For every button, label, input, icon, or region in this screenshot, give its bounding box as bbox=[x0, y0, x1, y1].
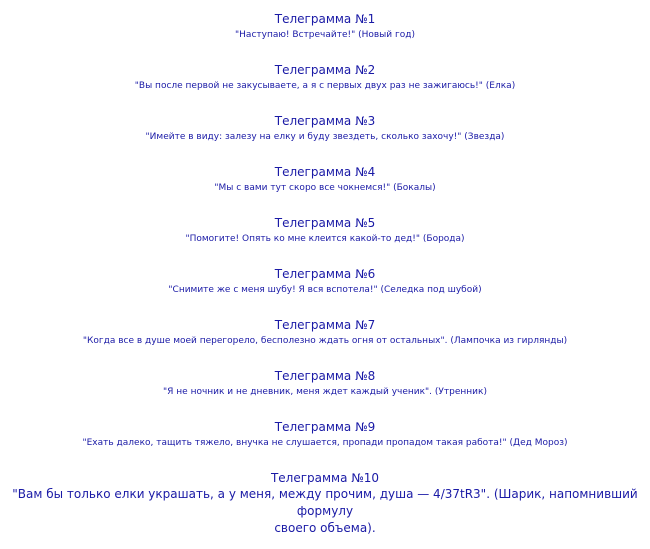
telegram-title: Телеграмма №8 bbox=[274, 369, 376, 383]
telegram-text: "Наступаю! Встречайте!" (Новый год) bbox=[235, 30, 415, 40]
telegram-title: Телеграмма №5 bbox=[274, 216, 376, 230]
telegram-entry-10 bbox=[0, 470, 650, 537]
telegram-entry-5 bbox=[0, 215, 650, 248]
telegram-title: Телеграмма №7 bbox=[274, 318, 376, 332]
telegram-title: Телеграмма №1 bbox=[274, 12, 376, 26]
telegram-entry-8 bbox=[0, 368, 650, 401]
telegram-entry-3 bbox=[0, 113, 650, 146]
telegram-title: Телеграмма №9 bbox=[274, 420, 376, 434]
telegram-entry-7 bbox=[0, 317, 650, 350]
telegram-text: "Имейте в виду: залезу на елку и буду звездеть, сколько захочу!" (Звезда) bbox=[145, 132, 505, 142]
telegram-text: "Снимите же с меня шубу! Я вся вспотела!" (Селедка под шубой) bbox=[168, 285, 482, 295]
telegram-text: "Помогите! Опять ко мне клеится какой-то дед!" (Борода) bbox=[185, 234, 465, 244]
telegram-title: Телеграмма №10 bbox=[270, 471, 380, 485]
telegram-entry-6 bbox=[0, 266, 650, 299]
telegram-text: "Когда все в душе моей перегорело, бесполезно ждать огня от остальных". (Лампочка из гирлянды) bbox=[82, 336, 568, 346]
telegram-title: Телеграмма №3 bbox=[274, 114, 376, 128]
telegram-title: Телеграмма №4 bbox=[274, 165, 376, 179]
telegram-entry-1 bbox=[0, 11, 650, 44]
telegram-text: "Ехать далеко, тащить тяжело, внучка не слушается, пропади пропадом такая работа!" (Дед Мороз) bbox=[82, 438, 568, 448]
telegram-title: Телеграмма №2 bbox=[274, 63, 376, 77]
telegram-entry-9 bbox=[0, 419, 650, 452]
telegram-title: Телеграмма №6 bbox=[274, 267, 376, 281]
telegram-entry-4 bbox=[0, 164, 650, 197]
telegram-text: "Вам бы только елки украшать, а у меня, между прочим, душа — 4/37tR3". (Шарик, напомнивший формулу своего объема). bbox=[12, 487, 638, 535]
telegram-text: "Мы с вами тут скоро все чокнемся!" (Бокалы) bbox=[214, 183, 436, 193]
telegram-entry-2 bbox=[0, 62, 650, 95]
telegram-text: "Вы после первой не закусываете, а я с первых двух раз не зажигаюсь!" (Елка) bbox=[134, 81, 516, 91]
telegram-text: "Я не ночник и не дневник, меня ждет каждый ученик". (Утренник) bbox=[163, 387, 487, 397]
